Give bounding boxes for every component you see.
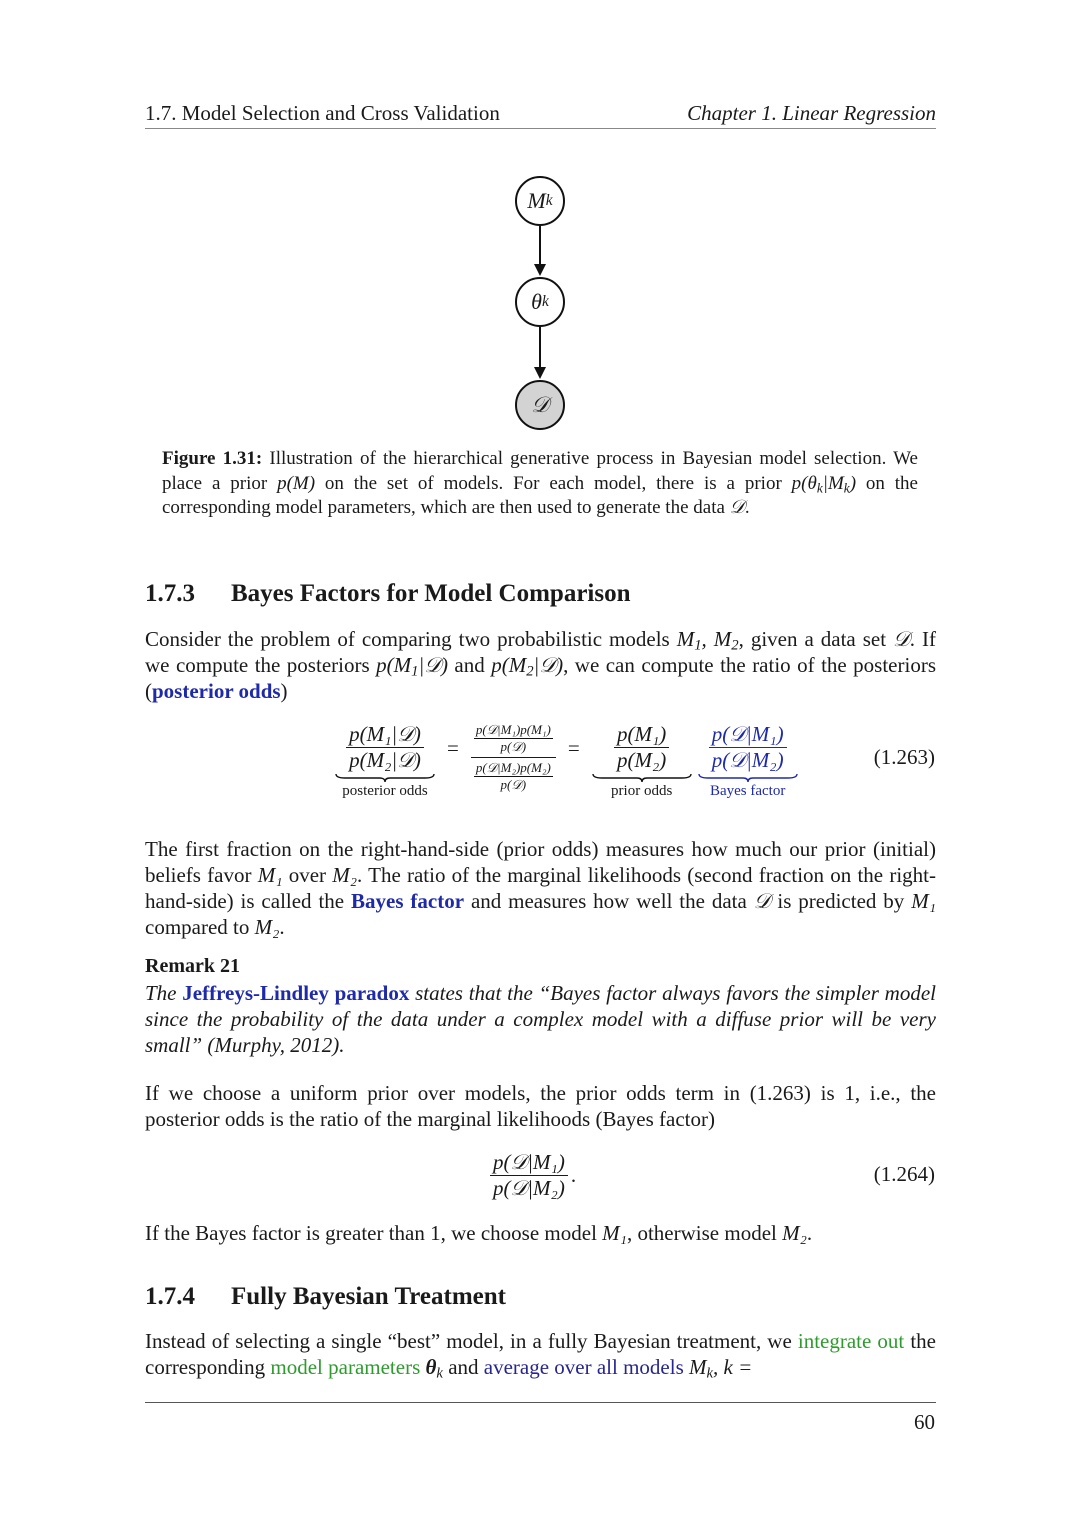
running-header	[145, 100, 936, 129]
node-data-observed	[515, 380, 565, 430]
header-section-title: 1.7. Model Selection and Cross Validation	[145, 101, 500, 125]
math-sub: 1	[694, 637, 702, 654]
math-D: 𝒟	[893, 627, 910, 651]
section-heading-1-7-3	[145, 580, 631, 608]
math-D: 𝒟	[753, 889, 771, 913]
caption-math-sub: k	[816, 479, 823, 495]
link-bayes-factor[interactable]: Bayes factor	[351, 889, 465, 913]
caption-math: p(M)	[277, 472, 316, 494]
text: Instead of selecting a single “best” model, in a fully Bayesian treatment, we	[145, 1329, 798, 1353]
caption-text: on the set of models. For each model, there is a prior	[315, 472, 792, 494]
bayes-rule-fraction	[471, 722, 556, 793]
node-model-label: M	[527, 188, 546, 213]
math-theta-k	[425, 1355, 443, 1382]
denominator: p(𝒟|M₂)	[493, 1176, 565, 1200]
text: . The ratio of the marginal likelihoods (second fraction on the right-hand-side) is called the	[145, 863, 936, 913]
text: , otherwise model	[626, 1221, 783, 1245]
numerator	[471, 722, 556, 758]
inner-denominator: p(𝒟)	[500, 777, 527, 792]
text: is predicted by	[770, 889, 912, 913]
prior-odds-term	[592, 722, 692, 800]
math-M2	[713, 627, 739, 654]
edge-params-to-data	[539, 327, 541, 369]
figure-caption	[162, 447, 918, 521]
bayes-factor-term	[698, 722, 798, 800]
fraction	[709, 722, 787, 773]
link-jeffreys-lindley-paradox[interactable]: Jeffreys-Lindley paradox	[182, 981, 410, 1005]
caption-text: on the corresponding model parameters, which are then used to generate the data	[162, 472, 918, 518]
fraction	[346, 722, 424, 773]
link-average-over-all-models[interactable]: average over all models	[483, 1355, 684, 1379]
footer-divider	[145, 1402, 936, 1403]
link-model-parameters[interactable]: model parameters	[270, 1355, 421, 1379]
brace-label-prior-odds: prior odds	[611, 783, 673, 799]
equation-1-264	[490, 1150, 576, 1201]
math-posterior-2	[491, 653, 564, 680]
posterior-odds-term	[335, 722, 435, 800]
math-sub: 2	[731, 637, 739, 654]
numerator: p(𝒟|M₁)	[709, 722, 787, 748]
caption-math-part: |M	[822, 472, 844, 494]
caption-text: .	[744, 497, 750, 518]
brace-label-posterior-odds: posterior odds	[342, 783, 428, 799]
numerator: p(𝒟|M₁)	[490, 1150, 568, 1176]
section-title: Bayes Factors for Model Comparison	[231, 580, 631, 607]
equation-1-263	[335, 722, 798, 800]
text: , we can compute the ratio of the posteriors (	[145, 653, 936, 703]
remark-title: Remark 21	[145, 955, 240, 977]
text: , given a data set	[738, 627, 894, 651]
paragraph-prior-odds	[145, 836, 936, 940]
denominator: p(M₂)	[617, 748, 667, 772]
math-M1: M₁	[911, 889, 936, 913]
text: )	[280, 679, 288, 703]
caption-math-part: p(θ	[791, 472, 817, 494]
text: .	[806, 1221, 813, 1245]
math-sub: 1	[411, 663, 419, 680]
node-model: M k	[515, 176, 565, 226]
denominator	[471, 758, 556, 793]
numerator: p(M₁|𝒟)	[346, 722, 424, 748]
arrowhead-icon	[534, 367, 546, 379]
text: The	[145, 981, 183, 1005]
text: The first fraction on the right-hand-side (prior odds) measures how much our prior (initial) beliefs favor	[145, 837, 936, 887]
fraction	[614, 722, 669, 773]
equals-sign: =	[447, 736, 459, 760]
math-posterior-1	[376, 653, 448, 680]
text: over	[282, 863, 333, 887]
text: If the Bayes factor is greater than	[145, 1221, 431, 1245]
text: and	[442, 1355, 484, 1379]
math-sub: k	[436, 1365, 443, 1382]
math-one: 1	[430, 1221, 441, 1245]
denominator: p(M₂|𝒟)	[349, 748, 421, 772]
equation-number: (1.264)	[873, 1162, 935, 1186]
equation-number: (1.263)	[873, 745, 935, 769]
math-part: p(M	[491, 653, 527, 677]
inner-numerator: p(𝒟|M₂)p(M₂)	[475, 760, 551, 775]
paragraph-posteriors	[145, 626, 936, 704]
caption-text: Illustration of the hierarchical generative process in Bayesian model selection. We place a prior	[162, 448, 918, 494]
section-number: 1.7.3	[145, 580, 195, 607]
math-sub: 2	[526, 663, 534, 680]
numerator: p(M₁)	[614, 722, 669, 748]
brace-label-bayes-factor: Bayes factor	[709, 783, 786, 799]
arrowhead-icon	[534, 264, 546, 276]
math-part: |𝒟)	[533, 653, 564, 677]
period: .	[570, 1163, 577, 1187]
text: .	[279, 915, 285, 939]
math-M1: M₁	[257, 863, 283, 887]
text: the corresponding	[145, 1329, 937, 1379]
underbrace-icon	[698, 773, 798, 783]
paragraph-decision-rule	[145, 1220, 936, 1246]
math-M2: M₂	[782, 1221, 807, 1245]
caption-math	[792, 473, 856, 494]
page-number: 60	[914, 1410, 935, 1434]
paragraph-uniform-prior	[145, 1080, 936, 1132]
math-part: M	[689, 1355, 707, 1379]
edge-model-to-params	[539, 226, 541, 266]
inner-numerator: p(𝒟|M₁)p(M₁)	[475, 722, 551, 737]
math-part: θ	[425, 1355, 437, 1379]
math-part: p(M	[376, 653, 412, 677]
text: , we choose model	[440, 1221, 603, 1245]
text: , i.e., the posterior odds is the ratio of the marginal likelihoods (Bayes factor)	[145, 1081, 936, 1131]
text: Consider the problem of comparing two probabilistic models	[145, 627, 677, 651]
link-integrate-out[interactable]: integrate out	[797, 1329, 905, 1353]
node-data-label: 𝒟	[531, 392, 549, 417]
inner-denominator: p(𝒟)	[500, 739, 527, 754]
math-one: 1	[844, 1081, 855, 1105]
text: and measures how well the data	[464, 889, 754, 913]
math-M2: M₂	[332, 863, 358, 887]
text: If we choose a uniform prior over models, the prior odds term in (1.263) is	[145, 1081, 845, 1105]
fraction	[490, 1150, 568, 1201]
math-part: M	[676, 627, 695, 651]
section-number: 1.7.4	[145, 1283, 195, 1310]
caption-math: 𝒟	[729, 497, 745, 518]
math-sub: k	[706, 1365, 714, 1382]
denominator: p(𝒟|M₂)	[711, 748, 784, 772]
math-M1: M₁	[602, 1221, 627, 1245]
caption-math-sub: k	[843, 479, 850, 495]
section-heading-1-7-4	[145, 1283, 506, 1311]
paragraph-fully-bayesian	[145, 1328, 936, 1380]
math-text: , k =	[713, 1355, 753, 1379]
caption-math-part: )	[849, 472, 857, 494]
text: and	[447, 653, 492, 677]
header-chapter-title: Chapter 1. Linear Regression	[687, 101, 936, 125]
link-posterior-odds[interactable]: posterior odds	[152, 679, 281, 703]
text: states that the “Bayes factor always favors the simpler model since the probability of the data under a complex model with a diffuse prior will be very small” (Murphy, 2012).	[145, 981, 937, 1057]
section-title: Fully Bayesian Treatment	[231, 1283, 506, 1310]
math-M2: M₂	[254, 915, 280, 939]
remark-body	[145, 980, 936, 1058]
underbrace-icon	[335, 773, 435, 783]
text: compared to	[145, 915, 255, 939]
text: ,	[701, 627, 714, 651]
figure-label: Figure 1.31:	[162, 448, 263, 469]
underbrace-icon	[592, 773, 692, 783]
node-params-label: θ	[531, 289, 542, 314]
math-M1	[676, 627, 702, 654]
math-part: M	[713, 627, 732, 651]
text: . If we compute the posteriors	[145, 627, 937, 677]
equals-sign: =	[567, 736, 580, 760]
node-params: θ k	[515, 277, 565, 327]
math-M-k	[689, 1355, 714, 1382]
math-part: |𝒟)	[418, 653, 448, 677]
